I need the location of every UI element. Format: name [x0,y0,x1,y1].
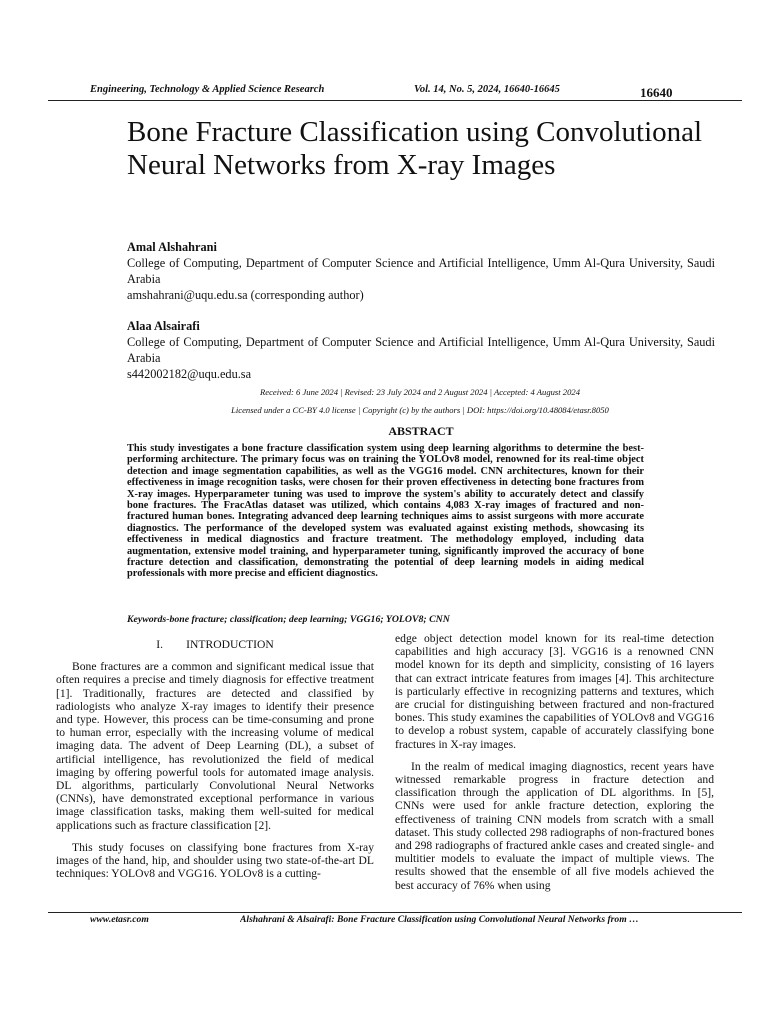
author-name: Alaa Alsairafi [127,319,200,333]
paragraph: Bone fractures are a common and significant medical issue that often requires a precise and timely diagnosis for effective treatment [1]. Traditionally, fractures are detected and classified by radiologists who analyze X-ray images to identify their presence and type. However, this process can be time-consuming and prone to human error, especially with the increasing volume of medical imaging data. The advent of Deep Learning (DL), a subset of artificial intelligence, has revolutionized the field of medical imaging by offering powerful tools for automated image analysis. DL algorithms, particularly Convolutional Neural Networks (CNNs), have demonstrated exceptional performance in various image classification tasks, making them well-suited for medical applications such as fracture classification [2]. [56,660,374,832]
header-rule [48,100,742,101]
abstract-heading: ABSTRACT [388,424,454,438]
author-affiliation: College of Computing, Department of Computer Science and Artificial Intelligence, Umm Al-Qura University, Saudi Arabia [127,256,715,286]
body-column-right [395,632,714,892]
paragraph: This study focuses on classifying bone fractures from X-ray images of the hand, hip, and shoulder using two state-of-the-art DL techniques: YOLOv8 and VGG16. YOLOv8 is a cutting- [56,840,374,881]
author-name: Amal Alshahrani [127,240,217,254]
volume-info: Vol. 14, No. 5, 2024, 16640-16645 [414,84,560,95]
section-heading: I. INTRODUCTION [156,638,274,651]
paragraph: In the realm of medical imaging diagnostics, recent years have witnessed remarkable progress in fracture detection and classification through the application of DL algorithms. In [5], CNNs were used for ankle fracture detection, exploring the effectiveness of training CNN models from scratch with a small dataset. This study collected 298 radiographs of non-fractured bones and 298 radiographs of fractured ankle cases and created single- and multitier models to evaluate the impact of multiple views. The results showed that the ensemble of all five models achieved the best accuracy of 76% when using [395,759,714,892]
footer-running-title: Alshahrani & Alsairafi: Bone Fracture Classification using Convolutional Neural Networks from … [240,914,639,925]
author-block-2 [127,318,715,382]
abstract-text: This study investigates a bone fracture classification system using deep learning algorithms to determine the best-performing architecture. The primary focus was on training the YOLOv8 model, renowned for its real-time object detection and image segmentation capabilities, as well as the VGG16 model. CNN architectures, known for their effectiveness in image recognition tasks, were chosen for their proven effectiveness in detecting bone fractures from X-ray images. Hyperparameter tuning was used to improve the system's ability to accurately detect and classify bone fractures. The FracAtlas dataset was utilized, which contains 4,083 X-ray images of fractured and non-fractured human bones. Integrating advanced deep learning techniques aims to assist surgeons with more accurate diagnostics. The performance of the developed system was evaluated against existing methods, showcasing its effectiveness in medical diagnostics and fracture treatment. The methodology employed, including data augmentation, extensive model training, and hyperparameter tuning, significantly improved the accuracy of bone fracture detection and classification, demonstrating the potential of deep learning models in aiding medical professionals with more precise and efficient diagnostics. [127,443,644,580]
page-number: 16640 [640,85,673,100]
author-email[interactable]: amshahrani@uqu.edu.sa (corresponding author) [127,288,364,302]
journal-name: Engineering, Technology & Applied Science Research [90,84,325,95]
dates-line: Received: 6 June 2024 | Revised: 23 July 2024 and 2 August 2024 | Accepted: 4 August 2024 [260,387,580,397]
author-affiliation: College of Computing, Department of Computer Science and Artificial Intelligence, Umm Al-Qura University, Saudi Arabia [127,335,715,365]
footer-website[interactable]: www.etasr.com [90,914,149,925]
paper-title: Bone Fracture Classification using Convolutional Neural Networks from X-ray Images [127,116,703,181]
license-line[interactable]: Licensed under a CC-BY 4.0 license | Copyright (c) by the authors | DOI: https://doi.org/10.48084/etasr.8050 [231,405,609,415]
footer-rule [48,912,742,913]
keywords: Keywords-bone fracture; classification; deep learning; VGG16; YOLOV8; CNN [127,614,450,625]
author-email[interactable]: s442002182@uqu.edu.sa [127,367,252,381]
paragraph: edge object detection model known for its real-time detection capabilities and high accuracy [3]. VGG16 is a renowned CNN model known for its depth and simplicity, consisting of 16 layers that can extract intricate features from images [4]. This architecture is particularly effective in recognizing patterns and textures, which are crucial for distinguishing between fractured and non-fractured bones. This study examines the capabilities of YOLOv8 and VGG16 to develop a robust system, capable of accurately classifying bone fractures in X-ray images. [395,632,714,751]
body-column-left [56,638,374,880]
author-block-1 [127,239,715,303]
